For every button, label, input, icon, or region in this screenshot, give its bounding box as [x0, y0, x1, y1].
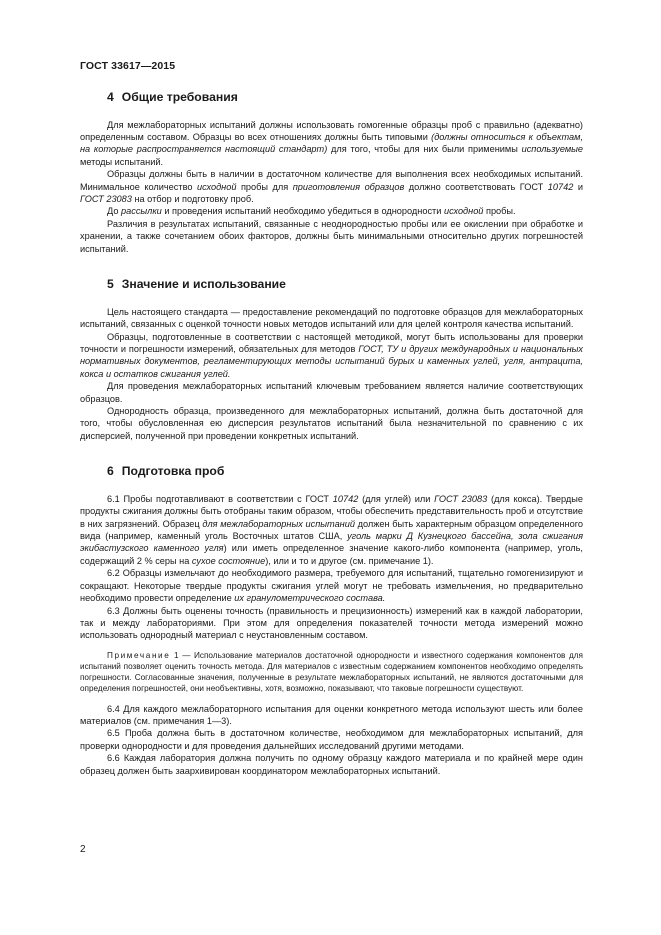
italic-text-run: приготовления образцов: [292, 181, 405, 192]
italic-text-run: исходной: [443, 206, 484, 217]
text-run: методы испытаний.: [80, 156, 164, 167]
text-run: (для углей) или: [358, 493, 435, 504]
body-paragraph: [80, 567, 583, 604]
text-run: 6.5 Проба должна быть в достаточном количестве, необходимом для межлабораторных испытаний, для проверки однородности и для проведения дальнейших исследований другими методами.: [80, 728, 583, 751]
body-paragraph: [80, 605, 583, 642]
body-paragraph: [80, 752, 583, 777]
italic-text-run: ГОСТ 23083: [80, 194, 132, 205]
text-run: 6.3 Должны быть оценены точность (правильность и прецизионность) измерений как в каждой лаборатории, так и между лабораториями. При этом для определения показателей точности метода измерений можно использовать однородный материал с неустановленным составом.: [80, 605, 583, 641]
italic-text-run: ГОСТ 23083: [434, 493, 488, 504]
italic-text-run: уголь марки Д Кузнецкого бассейна, зола сжигания экибастузского каменного угля: [80, 531, 584, 554]
text-run: Использование материалов достаточной однородности и известного содержания компонентов для испытаний позволяет оценить точность метода. Для материалов с известным содержанием компонентов необходимо определять погрешности. Согласованные значения, полученные в результате межлабораторных испытаний, не являются достаточными для определения погрешностей, они необъективны, хотя, возможно, показывают, что таковые погрешности существуют.: [80, 650, 583, 694]
section-title: Подготовка проб: [121, 464, 225, 479]
text-run: и проведения испытаний необходимо убедиться в однородности: [161, 206, 444, 217]
body-paragraph: [80, 380, 583, 405]
text-run: До: [107, 206, 121, 217]
body-paragraph: [80, 306, 583, 331]
italic-text-run: используемые: [521, 144, 583, 155]
text-run: и: [573, 181, 583, 192]
text-run: (для кокса). Твердые продукты сжигания должны быть отобраны таким образом, чтобы обеспечить представительность проб и отсутствие в них загрязнений. Образец: [80, 493, 584, 529]
body-paragraph: [80, 168, 583, 205]
section-number: 6: [107, 464, 114, 479]
body-paragraph: [80, 119, 583, 169]
section-heading: [80, 464, 583, 479]
body-paragraph: [80, 405, 583, 442]
italic-text-run: для межлабораторных испытаний: [202, 518, 355, 529]
text-run: пробы.: [483, 206, 516, 217]
text-run: должно соответствовать ГОСТ: [404, 181, 548, 192]
body-paragraph: [80, 703, 583, 728]
section-4: [80, 90, 583, 255]
italic-text-run: сухое состояние: [191, 555, 266, 566]
text-run: Для межлабораторных испытаний должны использовать гомогенные образцы проб с правильно (адекватно) определенным составом. Образцы во всех отношениях должны быть типовыми: [80, 119, 583, 143]
text-run: Различия в результатах испытаний, связанные с неоднородностью пробы или ее окислении при обработке и хранении, а также сочетанием обоих факторов, должны быть минимальными относительно других погрешностей испытаний.: [80, 218, 583, 254]
text-run: 6.4 Для каждого межлабораторного испытания для оценки конкретного метода используют шесть или более материалов (см. примечания 1—3).: [80, 703, 583, 726]
note-paragraph: [80, 650, 583, 695]
italic-text-run: 10742: [547, 181, 574, 192]
body-paragraph: [80, 218, 583, 255]
section-6: [80, 464, 583, 777]
italic-text-run: (должны относиться к объектам, на которые распространяется настоящий стандарт): [80, 132, 583, 155]
text-run: должен быть характерным образцом определенного вида (например, каменный уголь Восточных штатов США,: [80, 518, 584, 542]
document-code: ГОСТ 33617—2015: [80, 60, 176, 72]
section-heading: [80, 90, 583, 105]
text-run: Цель настоящего стандарта — предоставление рекомендаций по подготовке образцов для межлабораторных испытаний, связанных с оценкой точности новых методов испытаний или для целей контроля качества испытаний.: [80, 306, 583, 330]
text-run: для того, чтобы для них были применимы: [327, 144, 522, 155]
text-run: 6.6 Каждая лаборатория должна получить по одному образцу каждого материала и по крайней мере один образец должен быть заархивирован координатором межлабораторных испытаний.: [80, 753, 583, 776]
italic-text-run: рассылки: [121, 206, 162, 217]
body-paragraph: [80, 493, 583, 567]
text-run: Образцы, подготовленные в соответствии с настоящей методикой, могут быть использованы для проверки точности и погрешности измерений, обязательных для методов: [80, 331, 583, 354]
text-run: 6.2 Образцы измельчают до необходимого размера, требуемого для испытаний, тщательно гомогенизируют и сокращают. Некоторые твердые продукты сжигания углей могут не требовать измельчения, но предварительно необходимо провести определение: [80, 568, 583, 604]
text-run: Образцы должны быть в наличии в достаточном количестве для выполнения всех необходимых испытаний. Минимальное количество: [80, 169, 583, 192]
section-number: 5: [107, 277, 114, 292]
italic-text-run: их гранулометрического состава.: [234, 593, 386, 604]
section-title: Значение и использование: [121, 277, 286, 292]
note-number: 1 —: [170, 650, 195, 660]
text-run: на отбор и подготовку проб.: [131, 194, 254, 205]
document-body: [80, 90, 583, 799]
section-title: Общие требования: [121, 90, 238, 104]
text-run: 6.1 Пробы подготавливают в соответствии с ГОСТ: [107, 493, 333, 504]
italic-text-run: исходной: [196, 181, 237, 192]
section-5: [80, 277, 583, 442]
text-run: Для проведения межлабораторных испытаний ключевым требованием является наличие соответствующих образцов.: [80, 381, 583, 404]
page-number: 2: [80, 844, 86, 855]
text-run: ), или и то и другое (см. примечание 1).: [265, 555, 434, 566]
italic-text-run: 10742: [332, 493, 359, 504]
text-run: пробы для: [236, 181, 293, 192]
body-paragraph: [80, 331, 583, 381]
section-heading: [80, 277, 583, 292]
body-paragraph: [80, 205, 583, 217]
section-number: 4: [107, 90, 114, 104]
text-run: Однородность образца, произведенного для межлабораторных испытаний, должна быть достаточной для того, чтобы обусловленная ею дисперсия результатов испытаний была незначительной по сравнению с их дисперсией, полученной при проведении конкретных испытаний.: [80, 406, 583, 441]
text-run: ) или иметь определенное значение какого-либо компонента (например, уголь, содержащий 2 % серы на: [80, 543, 583, 566]
italic-text-run: ГОСТ, ТУ и других международных и национальных нормативных документов, регламентирующих методы испытаний бурых и каменных углей, угля, антрацита, кокса и остатков сжигания углей.: [80, 343, 583, 379]
note-label: Примечание: [107, 650, 171, 660]
body-paragraph: [80, 727, 583, 752]
